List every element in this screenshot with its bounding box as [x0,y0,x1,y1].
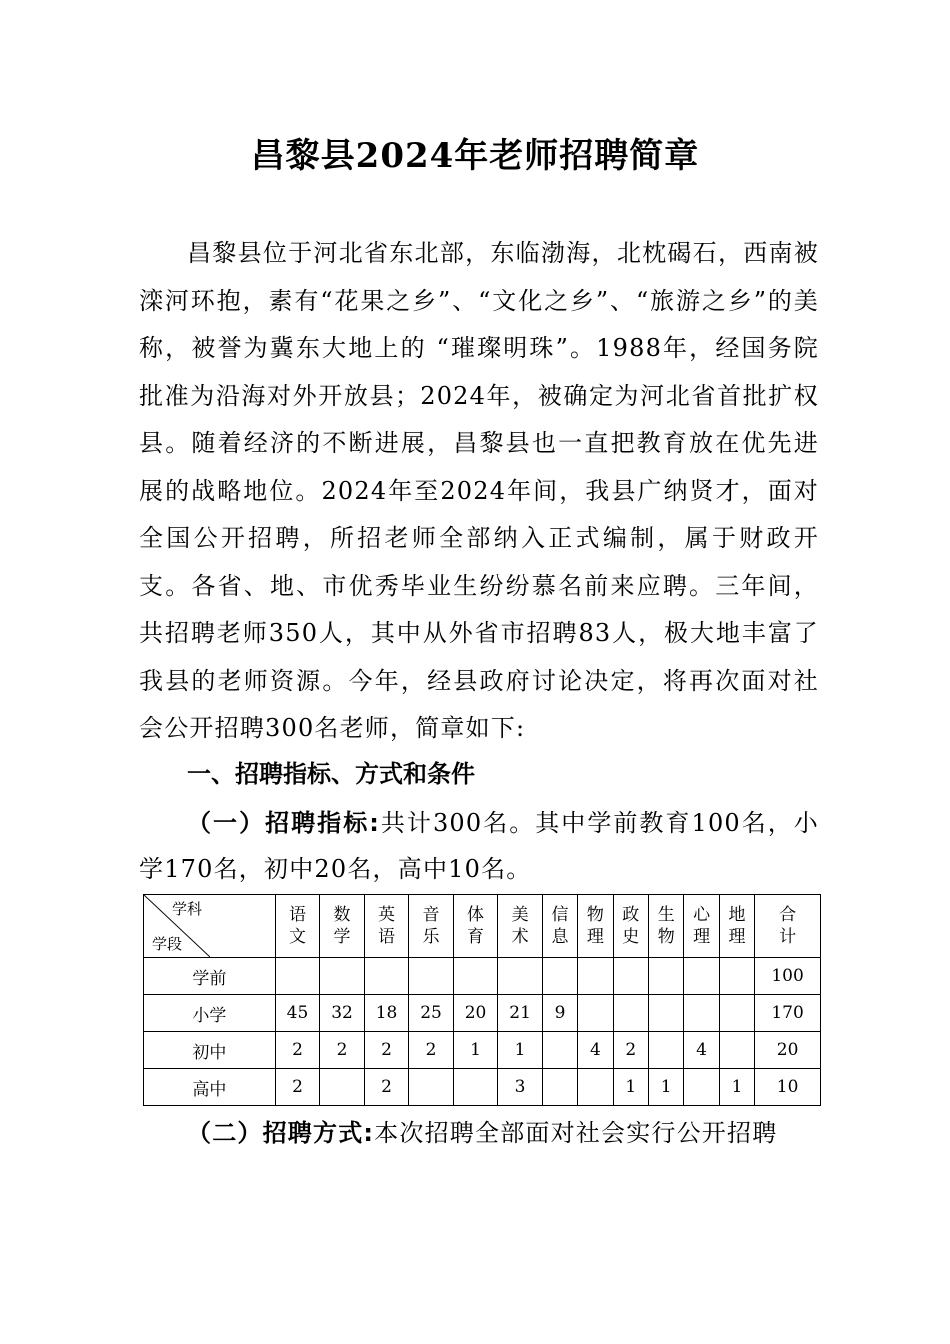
subject-header-label: 信息 [551,905,569,947]
subject-header-label: 数学 [333,905,351,947]
table-row [144,995,821,1032]
subject-header-label: 美术 [511,905,529,947]
quota-cell: 2 [320,1032,365,1069]
quota-cell [613,958,648,995]
quota-cell [684,958,719,995]
quota-cell [578,1069,613,1106]
quota-cell: 1 [453,1032,498,1069]
stage-cell: 初中 [144,1032,276,1069]
quota-cell: 1 [498,1032,543,1069]
subject-header-cell [275,895,320,958]
quota-cell: 4 [578,1032,613,1069]
document-title: 昌黎县2024年老师招聘简章 [250,136,700,176]
subject-header-label: 语文 [288,905,306,947]
quota-cell: 2 [409,1032,454,1069]
quota-cell [684,1069,719,1106]
quota-cell [320,958,365,995]
quota-cell [684,995,719,1032]
quota-text: 共计300名。其中学前教育100名，小学170名，初中20名，高中10名。 [139,809,819,883]
subject-header-cell [719,895,754,958]
quota-cell [578,995,613,1032]
table-row [144,1069,821,1106]
intro-paragraph: 昌黎县位于河北省东北部，东临渤海，北枕碣石，西南被滦河环抱，素有“花果之乡”、“文化之乡”、“旅游之乡”的美称，被誉为冀东大地上的 “璀璨明珠”。1988年，经国务院批准为沿海对外开放县；2024年，被确定为河北省首批扩权县。随着经济的不断进展，昌黎县也一直把教育放在优先进展的战略地位。2024年至2024年间，我县广纳贤才，面对全国公开招聘，所招老师全部纳入正式编制，属于财政开支。各省、地、市优秀毕业生纷纷慕名前来应聘。三年间，共招聘老师350人，其中从外省市招聘83人，极大地丰富了我县的老师资源。今年，经县政府讨论决定，将再次面对社会公开招聘300名老师，简章如下: [139,239,819,742]
subject-header-cell [409,895,454,958]
subject-header-label: 物理 [586,905,604,947]
quota-paragraph [139,800,819,892]
quota-cell: 170 [755,995,821,1032]
quota-cell [542,1032,577,1069]
quota-cell: 21 [498,995,543,1032]
quota-cell: 2 [364,1069,409,1106]
quota-cell: 10 [755,1069,821,1106]
quota-cell [453,1069,498,1106]
quota-cell: 100 [755,958,821,995]
method-label: （二）招聘方式: [187,1119,375,1147]
subject-header-cell [453,895,498,958]
quota-cell [498,958,543,995]
subject-header-cell [684,895,719,958]
quota-cell: 1 [613,1069,648,1106]
subject-header-label: 英语 [378,905,396,947]
quota-cell: 3 [498,1069,543,1106]
quota-cell [409,958,454,995]
subject-header-cell [320,895,365,958]
quota-cell [578,958,613,995]
subject-header-label: 体育 [467,905,485,947]
subject-header-cell [542,895,577,958]
quota-cell: 32 [320,995,365,1032]
table-row [144,958,821,995]
corner-stage-label: 学段 [152,935,183,953]
stage-cell: 学前 [144,958,276,995]
subject-header-cell [649,895,684,958]
quota-cell: 2 [275,1069,320,1106]
subject-header-cell [613,895,648,958]
section-heading: 一、招聘指标、方式和条件 [187,760,475,788]
quota-cell [542,958,577,995]
subject-header-label: 地理 [728,905,746,947]
quota-cell: 20 [755,1032,821,1069]
quota-cell [613,995,648,1032]
quota-cell [542,1069,577,1106]
subject-header-cell [364,895,409,958]
quota-cell [320,1069,365,1106]
table-header-row [144,895,821,958]
quota-cell [649,1032,684,1069]
subject-header-cell [498,895,543,958]
subject-header-label: 音乐 [422,905,440,947]
subject-header-label: 心理 [693,905,711,947]
quota-cell: 1 [719,1069,754,1106]
quota-table [143,894,821,1106]
quota-cell: 2 [364,1032,409,1069]
quota-cell [719,958,754,995]
quota-cell: 20 [453,995,498,1032]
quota-cell [719,995,754,1032]
quota-cell [409,1069,454,1106]
quota-cell [275,958,320,995]
table-row [144,1032,821,1069]
quota-cell: 2 [275,1032,320,1069]
quota-label: （一）招聘指标: [187,809,381,837]
quota-cell [364,958,409,995]
quota-cell [649,995,684,1032]
subject-header-cell [755,895,821,958]
quota-cell [453,958,498,995]
corner-subject-label: 学科 [171,900,202,918]
quota-cell: 2 [613,1032,648,1069]
table-corner-cell [144,895,276,958]
quota-cell: 4 [684,1032,719,1069]
quota-cell: 9 [542,995,577,1032]
stage-cell: 高中 [144,1069,276,1106]
subject-header-cell [578,895,613,958]
quota-cell: 1 [649,1069,684,1106]
quota-cell [649,958,684,995]
method-text: 本次招聘全部面对社会实行公开招聘 [374,1119,778,1147]
quota-cell: 18 [364,995,409,1032]
quota-cell: 45 [275,995,320,1032]
subject-header-label: 合计 [779,905,797,947]
subject-header-label: 生物 [657,905,675,947]
quota-cell [719,1032,754,1069]
stage-cell: 小学 [144,995,276,1032]
method-paragraph [187,1110,777,1156]
quota-cell: 25 [409,995,454,1032]
subject-header-label: 政史 [622,905,640,947]
